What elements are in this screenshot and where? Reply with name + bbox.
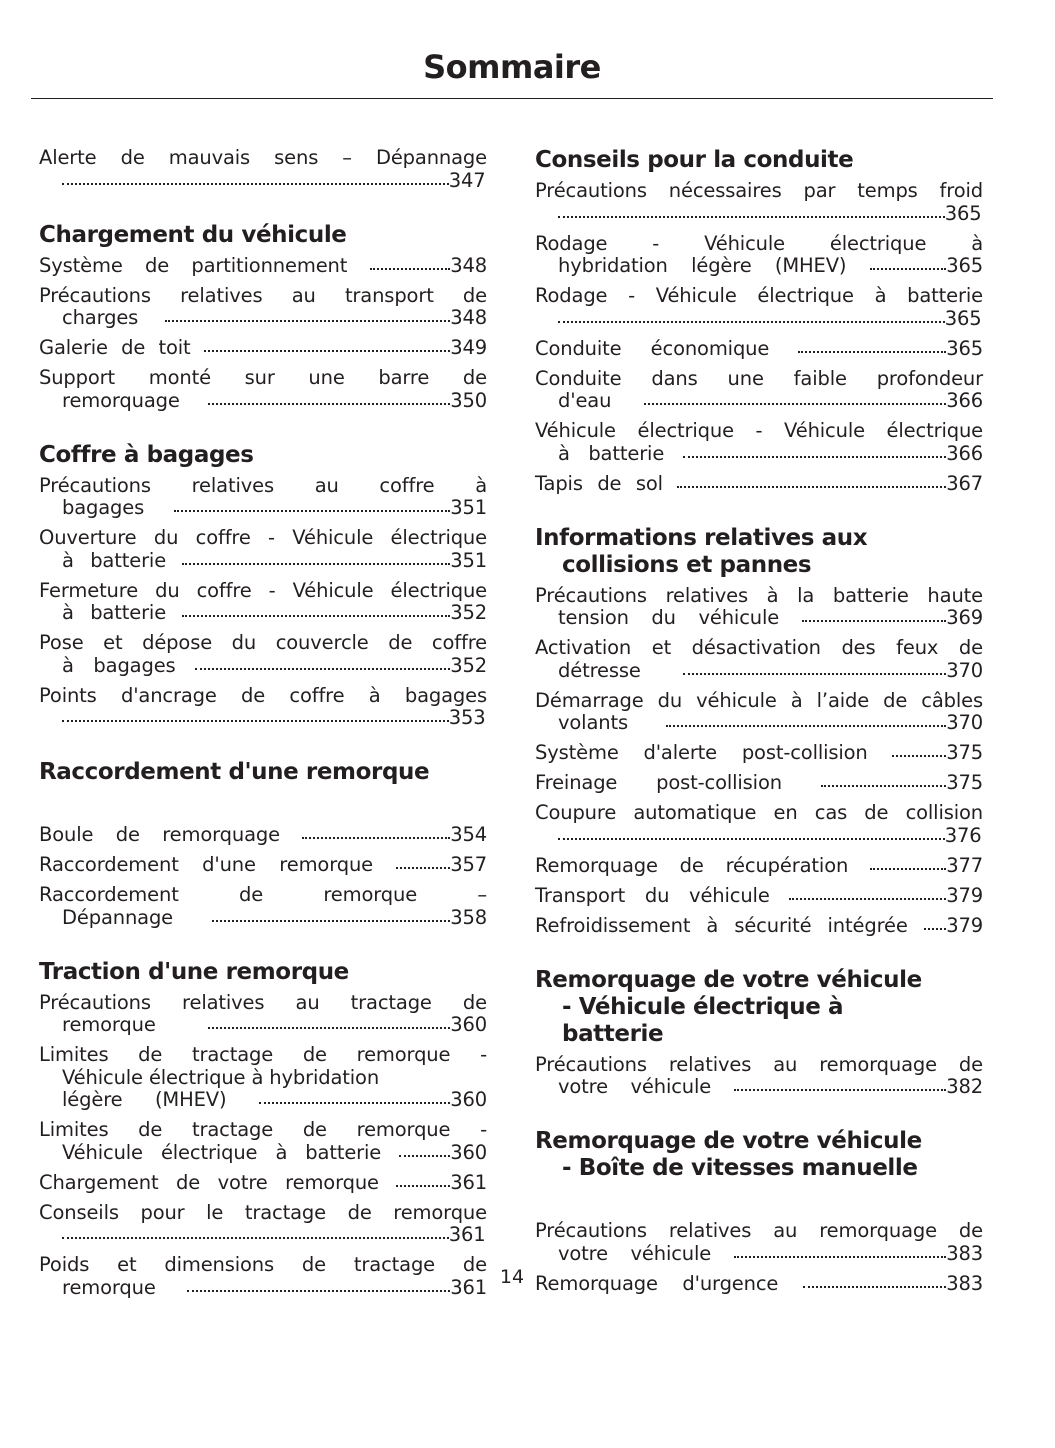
section-heading: Traction d'une remorque — [39, 958, 349, 985]
dot-leader — [208, 403, 450, 405]
toc-page-number: 352 — [450, 601, 487, 624]
toc-entry[interactable]: Poids et dimensions de tractage de remorque 361 — [39, 1253, 487, 1299]
page-number: 14 — [499, 1266, 525, 1288]
dot-leader — [195, 668, 450, 670]
dot-leader — [798, 351, 946, 353]
toc-entry[interactable]: Limites de tractage de remorque - Véhicule électrique à hybridation légère (MHEV) 360 — [39, 1043, 487, 1111]
toc-entry[interactable]: Remorquage d'urgence 383 — [535, 1271, 983, 1295]
dot-leader — [558, 838, 945, 840]
dot-leader — [370, 268, 451, 270]
dot-leader — [165, 320, 450, 322]
toc-page-number: 366 — [946, 389, 983, 412]
toc-entry[interactable]: Rodage - Véhicule électrique à batterie 365 — [535, 284, 983, 330]
toc-entry[interactable]: Refroidissement à sécurité intégrée 379 — [535, 913, 983, 937]
dot-leader — [396, 1185, 450, 1187]
toc-page-number: 376 — [944, 823, 982, 847]
toc-page-number: 360 — [450, 1013, 487, 1036]
toc-page-number: 347 — [448, 168, 486, 192]
toc-entry[interactable]: Conduite dans une faible profondeur d'eau 366 — [535, 366, 983, 412]
toc-entry[interactable]: Points d'ancrage de coffre à bagages 353 — [39, 683, 487, 729]
toc-page-number: 382 — [946, 1075, 983, 1098]
toc-entry[interactable]: Activation et désactivation des feux de détresse 370 — [535, 636, 983, 682]
dot-leader — [734, 1256, 947, 1258]
toc-entry[interactable]: Précautions relatives au remorquage de votre véhicule 383 — [535, 1219, 983, 1265]
toc-page-number: 383 — [946, 1241, 983, 1265]
toc-entry[interactable]: Système d'alerte post-collision 375 — [535, 741, 983, 764]
toc-page-number: 375 — [946, 741, 983, 764]
toc-page-number: 361 — [450, 1170, 487, 1194]
toc-page-number: 357 — [450, 853, 487, 876]
toc-entry[interactable]: Précautions nécessaires par temps froid 365 — [535, 179, 983, 225]
toc-page-number: 352 — [450, 653, 487, 677]
toc-page-number: 383 — [946, 1271, 983, 1295]
toc-entry[interactable]: Fermeture du coffre - Véhicule électrique à batterie 352 — [39, 578, 487, 624]
toc-entry[interactable]: Tapis de sol 367 — [535, 471, 983, 495]
dot-leader — [187, 1290, 451, 1292]
toc-page-number: 370 — [946, 658, 983, 682]
toc-entry[interactable]: Précautions relatives au coffre à bagages 351 — [39, 473, 487, 519]
section-heading: Conseils pour la conduite — [535, 147, 854, 173]
toc-page-number: 350 — [450, 388, 487, 412]
dot-leader — [683, 673, 947, 675]
toc-page-number: 369 — [946, 606, 983, 629]
section-heading: Remorquage de votre véhicule - Véhicule électrique à batterie — [535, 966, 922, 1047]
dot-leader — [892, 755, 946, 757]
toc-page-number: 348 — [450, 306, 487, 329]
toc-entry[interactable]: Pose et dépose du couvercle de coffre à bagages 352 — [39, 631, 487, 677]
dot-leader — [302, 837, 450, 839]
dot-leader — [870, 868, 946, 870]
dot-leader — [666, 725, 947, 727]
title-divider — [31, 98, 993, 99]
toc-column-left — [39, 147, 487, 1307]
toc-entry[interactable]: Remorquage de récupération 377 — [535, 853, 983, 877]
toc-page-number: 366 — [946, 441, 983, 465]
dot-leader — [870, 268, 947, 270]
toc-entry[interactable]: Raccordement d'une remorque 357 — [39, 853, 487, 876]
toc-page-number: 361 — [448, 1223, 486, 1246]
dot-leader — [924, 928, 946, 930]
toc-page-number: 365 — [946, 336, 983, 360]
toc-page-number: 365 — [946, 254, 983, 277]
toc-entry[interactable]: Transport du véhicule 379 — [535, 883, 983, 907]
toc-entry[interactable]: Précautions relatives au transport de charges 348 — [39, 283, 487, 329]
toc-page-number: 377 — [946, 853, 983, 877]
toc-entry[interactable]: Précautions relatives au tractage de remorque 360 — [39, 990, 487, 1036]
toc-entry[interactable]: Ouverture du coffre - Véhicule électrique à batterie 351 — [39, 526, 487, 572]
toc-entry[interactable]: Galerie de toit 349 — [39, 336, 487, 359]
toc-page-number: 351 — [450, 496, 487, 519]
toc-entry[interactable]: Limites de tractage de remorque - Véhicule électrique à batterie 360 — [39, 1118, 487, 1164]
dot-leader — [558, 321, 945, 323]
dot-leader — [204, 350, 450, 352]
toc-page-number: 365 — [944, 201, 982, 225]
toc-page-number: 379 — [946, 883, 983, 907]
toc-entry[interactable]: Coupure automatique en cas de collision 376 — [535, 801, 983, 847]
toc-page-number: 379 — [946, 913, 983, 937]
page-title: Sommaire — [423, 48, 601, 86]
dot-leader — [677, 486, 946, 488]
toc-page-number: 354 — [450, 823, 487, 846]
toc-entry[interactable]: Véhicule électrique - Véhicule électrique à batterie 366 — [535, 419, 983, 465]
toc-entry[interactable]: Raccordement de remorque – Dépannage 358 — [39, 883, 487, 929]
toc-page-number: 367 — [946, 471, 983, 495]
toc-entry[interactable]: Précautions relatives au remorquage de votre véhicule 382 — [535, 1052, 983, 1098]
toc-entry[interactable]: Support monté sur une barre de remorquage 350 — [39, 366, 487, 412]
dot-leader — [399, 1155, 450, 1157]
toc-entry[interactable]: Alerte de mauvais sens – Dépannage 347 — [39, 146, 487, 192]
dot-leader — [789, 898, 946, 900]
section-heading: Informations relatives aux collisions et pannes — [535, 524, 868, 578]
toc-entry[interactable]: Conduite économique 365 — [535, 336, 983, 360]
section-heading: Coffre à bagages — [39, 441, 254, 468]
toc-page-number: 348 — [450, 253, 487, 277]
toc-entry[interactable]: Rodage - Véhicule électrique à hybridation légère (MHEV) 365 — [535, 231, 983, 277]
toc-page-number: 360 — [450, 1088, 487, 1111]
toc-page-number: 375 — [946, 771, 983, 794]
dot-leader — [734, 1089, 947, 1091]
dot-leader — [62, 720, 449, 722]
dot-leader — [396, 867, 450, 869]
section-heading: Raccordement d'une remorque — [39, 759, 430, 785]
dot-leader — [182, 615, 450, 617]
toc-page-number: 358 — [450, 905, 487, 929]
dot-leader — [802, 620, 947, 622]
toc-entry[interactable]: Démarrage du véhicule à l’aide de câbles volants 370 — [535, 688, 983, 734]
dot-leader — [208, 1027, 450, 1029]
section-heading: Remorquage de votre véhicule - Boîte de vitesses manuelle — [535, 1128, 922, 1181]
dot-leader — [558, 216, 945, 218]
toc-entry[interactable]: Freinage post-collision 375 — [535, 771, 983, 794]
toc-entry[interactable]: Chargement de votre remorque 361 — [39, 1170, 487, 1194]
toc-page-number: 370 — [946, 711, 983, 734]
toc-entry[interactable]: Boule de remorquage 354 — [39, 823, 487, 846]
dot-leader — [174, 510, 450, 512]
dot-leader — [212, 920, 450, 922]
toc-page-number: 365 — [944, 306, 982, 330]
toc-page-number: 351 — [450, 548, 487, 572]
toc-page-number: 361 — [450, 1275, 487, 1299]
toc-entry[interactable]: Précautions relatives à la batterie haute tension du véhicule 369 — [535, 583, 983, 629]
toc-entry[interactable]: Système de partitionnement 348 — [39, 253, 487, 277]
section-heading: Chargement du véhicule — [39, 221, 347, 248]
toc-entry[interactable]: Conseils pour le tractage de remorque 361 — [39, 1200, 487, 1246]
dot-leader — [62, 1237, 449, 1239]
toc-page-number: 360 — [450, 1140, 487, 1164]
dot-leader — [821, 785, 946, 787]
dot-leader — [644, 403, 946, 405]
toc-page-number: 353 — [448, 706, 486, 729]
dot-leader — [259, 1102, 450, 1104]
dot-leader — [62, 183, 449, 185]
dot-leader — [683, 456, 947, 458]
toc-page-number: 349 — [450, 336, 487, 359]
dot-leader — [182, 563, 450, 565]
toc-column-right — [535, 147, 983, 1303]
